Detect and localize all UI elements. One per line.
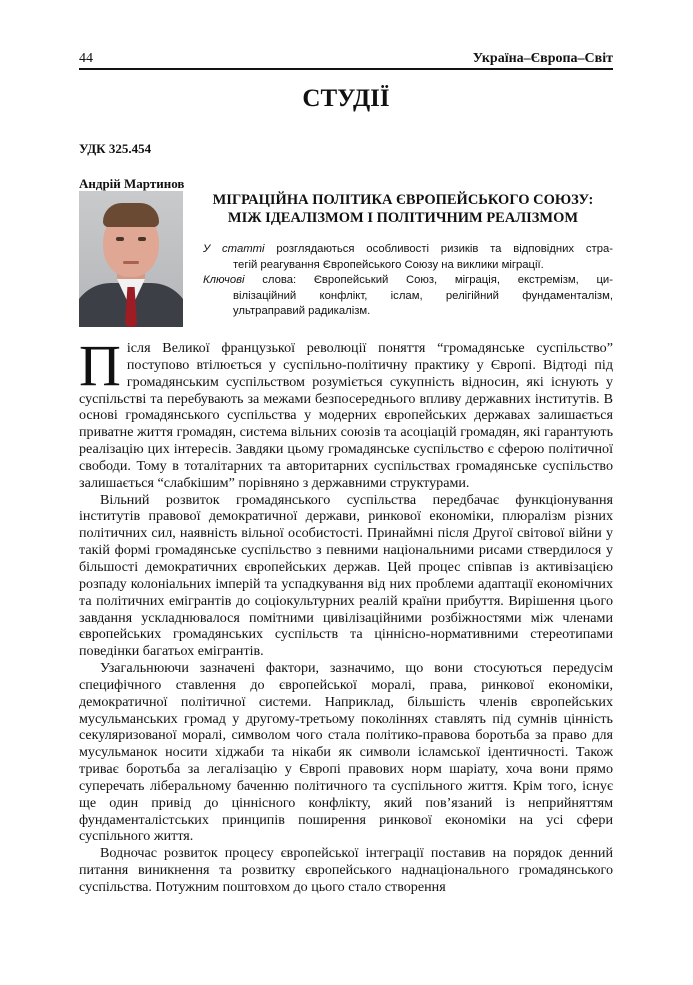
article-body xyxy=(79,333,613,896)
keywords-line: Ключові слова: Європейський Союз, міграція, екстремізм, ци- xyxy=(203,274,613,286)
abstract-line: тегій реагування Європейського Союзу на виклики міграції. xyxy=(233,258,544,271)
author-photo xyxy=(79,191,183,327)
running-header xyxy=(79,50,613,68)
article-title xyxy=(193,191,613,227)
abstract-line: У статті розглядаються особливості ризиків та відповідних стра- xyxy=(203,243,614,255)
drop-cap: П xyxy=(79,333,121,398)
section-heading: СТУДІЇ xyxy=(302,85,390,112)
paragraph: Вільний розвиток громадянського суспільства передбачає функціонування інститутів правової демократичної держави, ринкової економіки, плюралізм різних політичних сил, наявність вільної особистості. Принаймні після Другої світової війни у такій формі громадянське суспільство з певними національними рисами ствердилося у більшості демократичних європейських держав. Цей процес співпав із активізацією розпаду колоніальних імперій та успадкування від них проблеми адаптації економічних та політичних емігрантів до соціокультурних реалій країни прибуття. Вирішення цього завдання ускладнювалося помітними цивілізаційними розбіжностями між членами європейських громадянських суспільств та ціннісно-нормативними стереотипами поведінки багатьох емігрантів. xyxy=(79,491,613,660)
abstract-label: У статті xyxy=(203,243,265,255)
keywords-line: ультраправий радикалізм. xyxy=(233,305,371,317)
paragraph: Після Великої французької революції поняття “громадянське суспільство” поступово втілюється у суспільно-політичну практику у Європі. Відтоді під громадянським суспільством розуміється сукупність відносин, які існують у суспільстві та перебувають за межами безпосереднього впливу державних інститутів. В основі громадянського суспільства у модерних європейських державах залишається приватне життя громадян, система вільних союзів та асоціацій громадян, які гарантують реалізацію цих інтересів. Завдяки цьому громадянське суспільство є сферою політичної свободи. Тому в тоталітарних та авторитарних суспільствах громадянське суспільство залишається “слабкішим” порівняно з державними структурами. xyxy=(79,333,613,491)
paragraph: Узагальнюючи зазначені фактори, зазначимо, що вони стосуються передусім специфічного ставлення до європейської моралі, права, ринкової економіки, демократичної політичної системи. Наприклад, більшість членів європейських мусульманських громад у другому-третьому поколіннях ставлять під сумнів цінність секуляризованої моралі, символом чого стала політико-правова боротьба за право для мусульманок носити хіджаби та нікаби як символи ісламської ідентичності. Також триває боротьба за легалізацію у Європі правових норм шаріату, хоча вони прямо суперечать ліберальному баченню політичного та суспільного життя. Крім того, існує ще один привід до ціннісного конфлікту, який пов’язаний із неприйняттям фундаменталістських принципів поширення ринкової економіки на усі сфери суспільного життя. xyxy=(79,660,613,845)
abstract-block xyxy=(203,242,613,320)
paragraph: Водночас розвиток процесу європейської інтеграції поставив на порядок денний питання виникнення та розвитку європейського наднаціонального громадянського суспільства. Потужним поштовхом до цього стало створення xyxy=(79,845,613,895)
keywords-label: Ключові xyxy=(203,274,245,286)
udc-code: УДК 325.454 xyxy=(79,141,152,156)
keywords-line: вілізаційний конфлікт, іслам, релігійний фундаменталізм, xyxy=(233,289,613,302)
author-name: Андрій Мартинов xyxy=(79,176,185,191)
journal-title: Україна–Європа–Світ xyxy=(472,51,613,66)
article-title-line: МІГРАЦІЙНА ПОЛІТИКА ЄВРОПЕЙСЬКОГО СОЮЗУ: xyxy=(212,192,594,208)
page-number: 44 xyxy=(79,51,93,66)
header-rule xyxy=(79,68,613,70)
article-title-line: МІЖ ІДЕАЛІЗМОМ І ПОЛІТИЧНИМ РЕАЛІЗМОМ xyxy=(227,210,579,226)
